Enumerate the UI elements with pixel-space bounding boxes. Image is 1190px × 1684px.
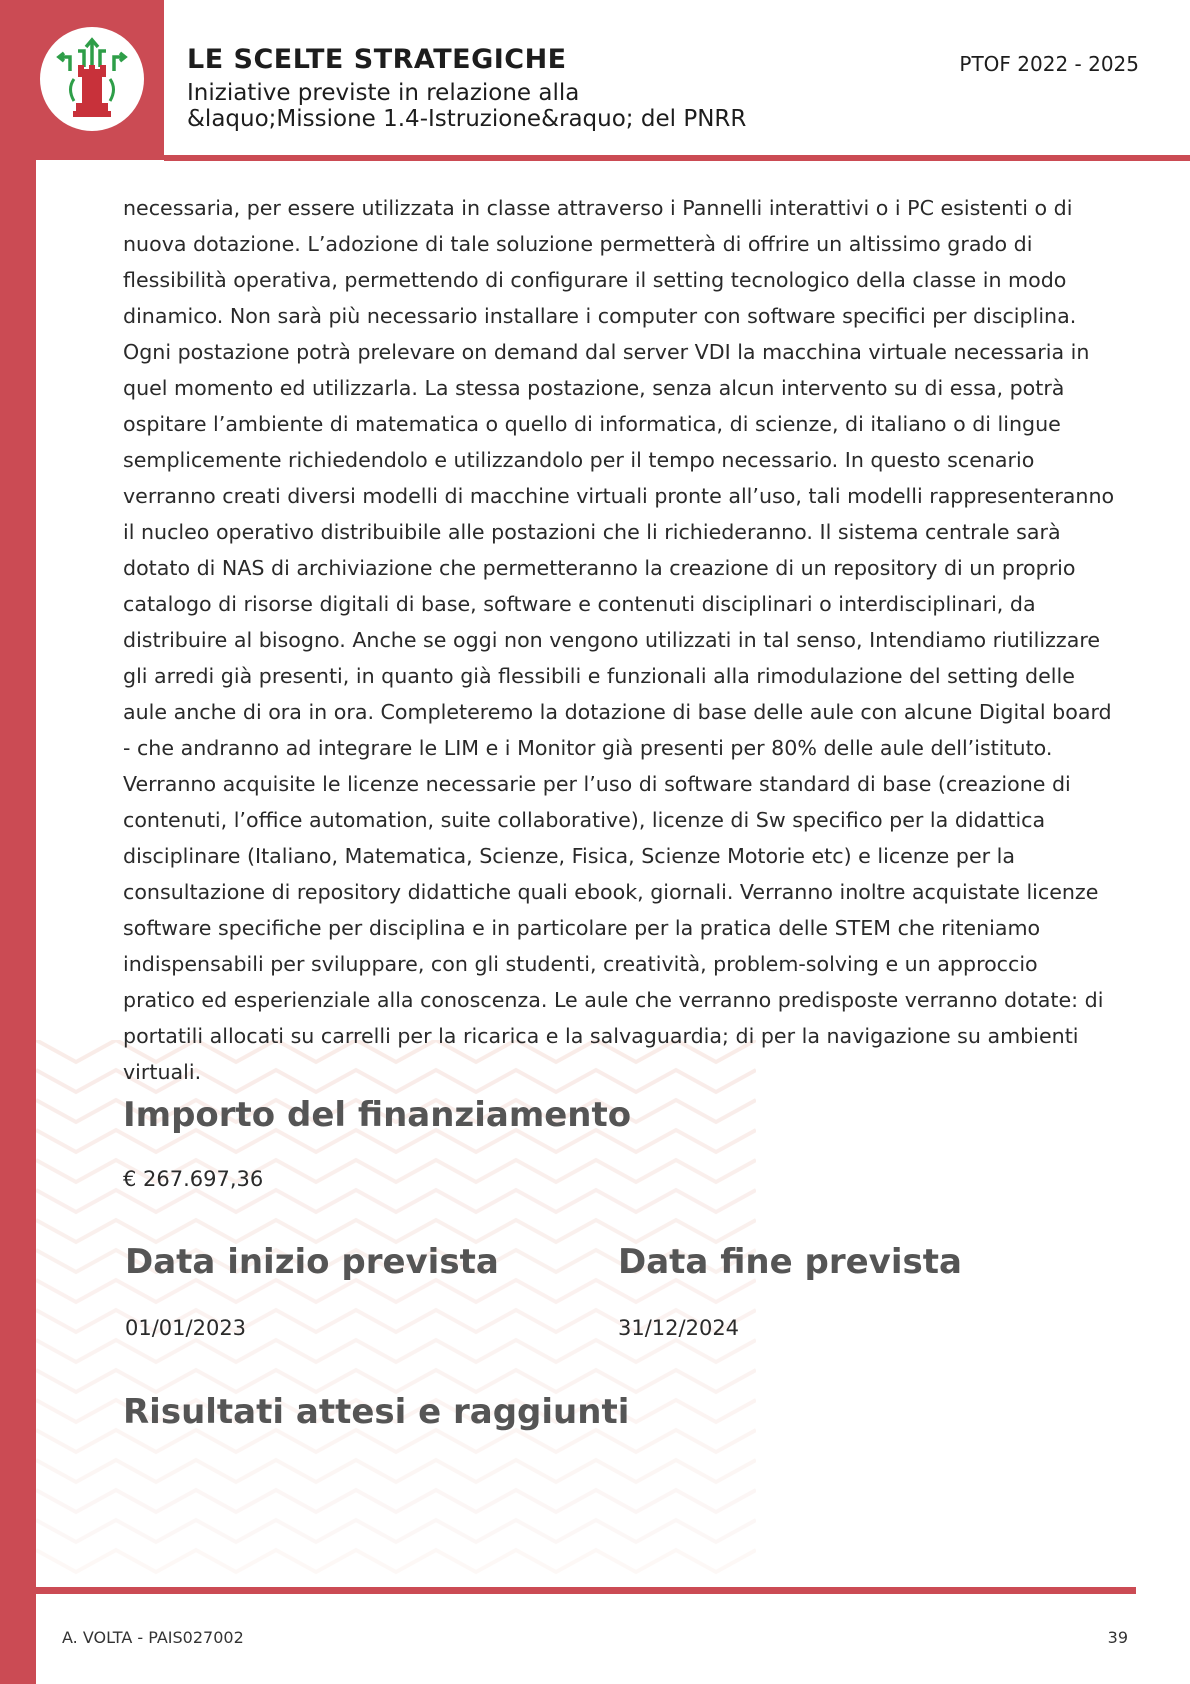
funding-value: € 267.697,36 [123,1167,264,1191]
subtitle-line-2: &laquo;Missione 1.4-Istruzione&raquo; del PNRR [187,106,747,132]
start-date-value: 01/01/2023 [125,1316,247,1340]
header-divider [164,155,1190,161]
body-paragraph: necessaria, per essere utilizzata in classe attraverso i Pannelli interattivi o i PC esistenti o di nuova dotazione. L’adozione di tale soluzione permetterà di offrire un altissimo grado di flessibilità operativa, permettendo di configurare il setting tecnologico della classe in modo dinamico. Non sarà più necessario installare i computer con software specifici per disciplina. Ogni postazione potrà prelevare on demand dal server VDI la macchina virtuale necessaria in quel momento ed utilizzarla. La stessa postazione, senza alcun intervento su di essa, potrà ospitare l’ambiente di matematica o quello di informatica, di scienze, di italiano o di lingue semplicemente richiedendolo e utilizzandolo per il tempo necessario. In questo scenario verranno creati diversi modelli di macchine virtuali pronte all’uso, tali modelli rappresenteranno il nucleo operativo distribuibile alle postazioni che li richiederanno. Il sistema centrale sarà dotato di NAS di archiviazione che permetteranno la creazione di un repository di un proprio catalogo di risorse digitali di base, software e contenuti disciplinari o interdisciplinari, da distribuire al bisogno. Anche se oggi non vengono utilizzati in tal senso, Intendiamo riutilizzare gli arredi già presenti, in quanto già flessibili e funzionali alla rimodulazione del setting delle aule anche di ora in ora. Completeremo la dotazione di base delle aule con alcune Digital board - che andranno ad integrare le LIM e i Monitor già presenti per 80% delle aule dell’istituto. Verranno acquisite le licenze necessarie per l’uso di software standard di base (creazione di contenuti, l’office automation, suite collaborative), licenze di Sw specifico per la didattica disciplinare (Italiano, Matematica, Scienze, Fisica, Scienze Motorie etc) e licenze per la consultazione di repository didattiche quali ebook, giornali. Verranno inoltre acquistate licenze software specifiche per disciplina e in particolare per la pratica delle STEM che riteniamo indispensabili per sviluppare, con gli studenti, creatività, problem-solving e un approccio pratico ed esperienziale alla conoscenza. Le aule che verranno predisposte verranno dotate: di portatili allocati su carrelli per la ricarica e la salvaguardia; di per la navigazione su ambienti virtuali. [123,196,1115,1084]
chevron-line [36,1430,756,1452]
chevron-line [36,1220,756,1242]
chevron-line [36,1370,756,1392]
chevron-line [36,1460,756,1482]
results-title: Risultati attesi e raggiunti [123,1392,630,1432]
left-accent-band [0,0,36,1684]
page-section-title: LE SCELTE STRATEGICHE [187,44,567,75]
ptof-label: PTOF 2022 - 2025 [959,52,1139,76]
chevron-line [36,1490,756,1512]
page-section-subtitle [187,80,887,132]
footer-divider [36,1587,1136,1594]
castle-tower-with-arrows-logo [40,27,144,131]
funding-title: Importo del finanziamento [123,1095,632,1135]
school-logo [40,27,144,131]
chevron-line [36,1340,756,1362]
page-number: 39 [1107,1628,1128,1647]
subtitle-line-1: Iniziative previste in relazione alla [187,80,580,106]
footer-school-code: A. VOLTA - PAIS027002 [62,1628,244,1647]
end-date-value: 31/12/2024 [618,1316,740,1340]
red-tower [73,65,111,117]
chevron-line [36,1550,756,1572]
chevron-line [36,1190,756,1212]
chevron-line [36,1280,756,1302]
start-date-title: Data inizio prevista [125,1242,499,1282]
chevron-line [36,1520,756,1542]
end-date-title: Data fine prevista [618,1242,962,1282]
